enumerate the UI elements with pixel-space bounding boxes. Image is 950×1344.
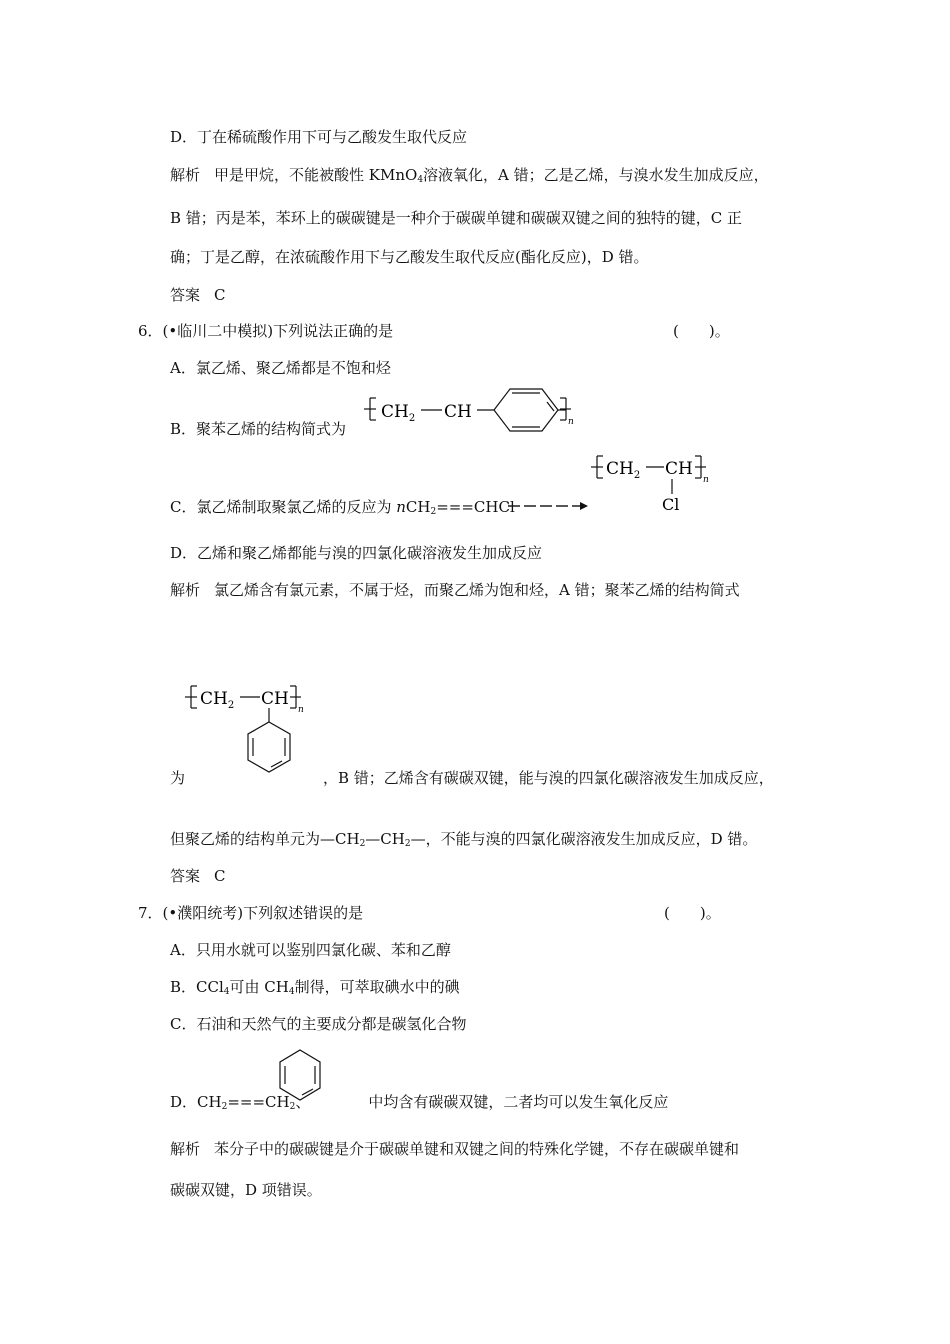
q6-option-a: A．氯乙烯、聚乙烯都是不饱和烃 bbox=[170, 359, 391, 377]
subscript-n: n bbox=[568, 417, 574, 427]
q6-option-d: D．乙烯和聚乙烯都能与溴的四氯化碳溶液发生加成反应 bbox=[170, 544, 543, 562]
answer-value: C bbox=[214, 867, 226, 885]
formula-ch2: $CH_2$ bbox=[200, 689, 235, 711]
subscript-n: n bbox=[703, 475, 709, 485]
q6-analysis-line-3: 但聚乙烯的结构单元为$—CH_2—CH_2—$，不能与溴的四氯化碳溶液发生加成反应，D 错。 bbox=[170, 830, 758, 849]
q7-answer-paren: ( )。 bbox=[664, 904, 721, 922]
q6-option-c: C．氯乙烯制取聚氯乙烯的反应为 nCH$_2$===CHCl bbox=[170, 498, 515, 517]
analysis-label: 解析 bbox=[170, 166, 201, 184]
formula-ch: CH bbox=[261, 689, 289, 709]
q7-option-c: C．石油和天然气的主要成分都是碳氢化合物 bbox=[170, 1015, 467, 1033]
formula-cl: Cl bbox=[662, 495, 680, 514]
q6-analysis-line-2: 为 ，B 错；乙烯含有碳碳双键，能与溴的四氯化碳溶液发生加成反应， bbox=[170, 769, 774, 787]
answer-value: C bbox=[214, 286, 226, 304]
answer-label: 答案 bbox=[170, 867, 201, 885]
subscript-n: n bbox=[298, 705, 304, 715]
answer-label: 答案 bbox=[170, 286, 201, 304]
q6-analysis-line-1: 解析 氯乙烯含有氯元素，不属于烃，而聚乙烯为饱和烃，A 错；聚苯乙烯的结构简式 bbox=[170, 581, 740, 599]
formula-ch: CH bbox=[665, 459, 693, 479]
formula-ch2: $CH_2$ bbox=[606, 459, 641, 481]
q5-analysis-line-1: 解析 甲是甲烷，不能被酸性 KMnO$_4$溶液氧化，A 错；乙是乙烯，与溴水发生加成反应， bbox=[170, 166, 769, 185]
q6-stem: 6．(•临川二中模拟)下列说法正确的是 bbox=[138, 322, 394, 340]
analysis-label: 解析 bbox=[170, 581, 201, 599]
q7-option-b: B．CCl$_4$可由 $CH_4$制得，可萃取碘水中的碘 bbox=[170, 978, 460, 997]
formula-ch: CH bbox=[444, 402, 472, 422]
q5-option-d: D．丁在稀硫酸作用下可与乙酸发生取代反应 bbox=[170, 128, 468, 146]
q7-option-d: D．$CH_2===CH_2$、 中均含有碳碳双键，二者均可以发生氧化反应 bbox=[170, 1093, 669, 1112]
formula-ch2: $CH_2$ bbox=[381, 402, 416, 424]
q7-analysis-line-2: 碳碳双键，D 项错误。 bbox=[170, 1181, 322, 1199]
q7-analysis-line-1: 解析 苯分子中的碳碳键是介于碳碳单键和双键之间的特殊化学键，不存在碳碳单键和 bbox=[170, 1140, 740, 1158]
q7-stem: 7．(•濮阳统考)下列叙述错误的是 bbox=[138, 904, 364, 922]
q5-analysis-line-3: 确；丁是乙醇，在浓硫酸作用下与乙酸发生取代反应(酯化反应)，D 错。 bbox=[170, 248, 649, 266]
q6-option-b: B．聚苯乙烯的结构简式为 bbox=[170, 420, 347, 438]
q5-analysis-line-2: B 错；丙是苯，苯环上的碳碳键是一种介于碳碳单键和碳碳双键之间的独特的键，C 正 bbox=[170, 209, 743, 227]
q7-option-a: A．只用水就可以鉴别四氯化碳、苯和乙醇 bbox=[170, 941, 451, 959]
analysis-label: 解析 bbox=[170, 1140, 201, 1158]
q6-answer-paren: ( )。 bbox=[673, 322, 730, 340]
